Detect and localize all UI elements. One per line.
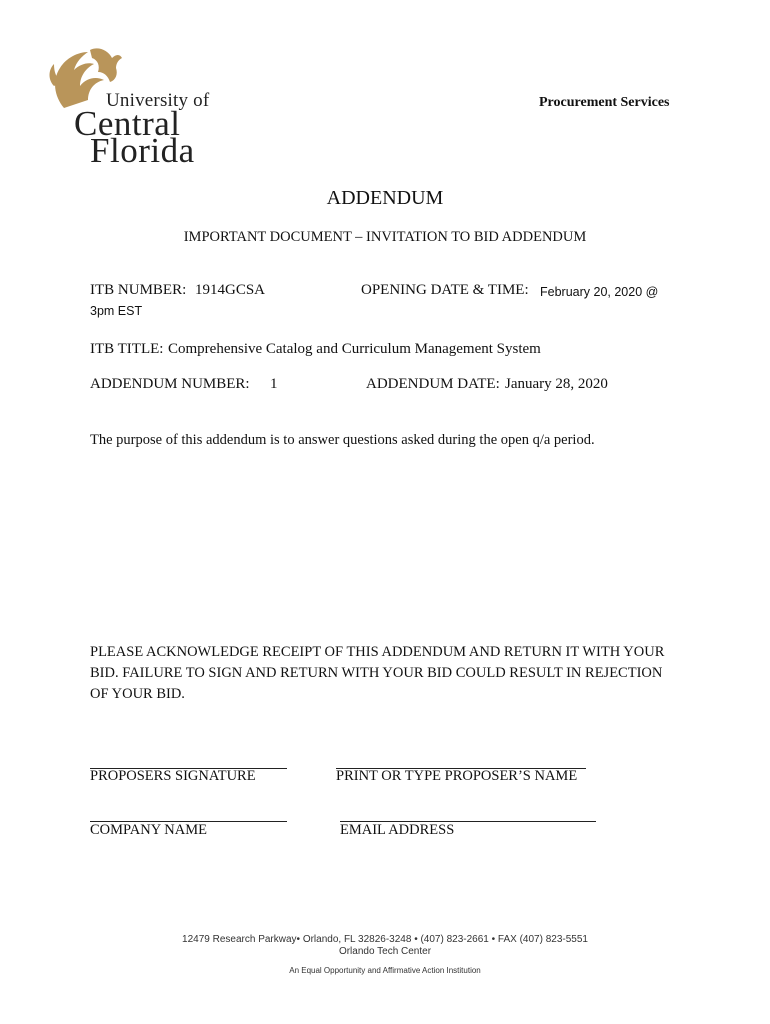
logo-line-university: University of [106, 90, 210, 111]
itb-title-value: Comprehensive Catalog and Curriculum Management System [168, 341, 541, 357]
acknowledge-text: PLEASE ACKNOWLEDGE RECEIPT OF THIS ADDENDUM AND RETURN IT WITH YOUR BID. FAILURE TO SIGN AND RETURN WITH YOUR BID COULD RESULT IN REJECTION OF YOUR BID. [90, 644, 665, 702]
proposer-signature-label: PROPOSERS SIGNATURE [90, 768, 256, 784]
company-name-label: COMPANY NAME [90, 822, 207, 838]
addendum-date-value: January 28, 2020 [505, 376, 608, 392]
itb-title-label: ITB TITLE: [90, 341, 164, 357]
opening-time-value: 3pm EST [90, 304, 143, 318]
opening-date-label: OPENING DATE & TIME: [361, 282, 529, 298]
itb-number-value: 1914GCSA [195, 282, 266, 298]
footer-eeo: An Equal Opportunity and Affirmative Action Institution [289, 966, 481, 975]
proposer-name-label: PRINT OR TYPE PROPOSER’S NAME [336, 768, 578, 784]
addendum-date-label: ADDENDUM DATE: [366, 376, 500, 392]
logo-line-florida: Florida [90, 131, 195, 170]
addendum-number-value: 1 [270, 376, 278, 392]
document-subtitle: IMPORTANT DOCUMENT – INVITATION TO BID ADDENDUM [183, 229, 587, 245]
document-title: ADDENDUM [326, 187, 444, 209]
department-name: Procurement Services [539, 95, 670, 110]
purpose-text: The purpose of this addendum is to answer questions asked during the open q/a period. [90, 432, 595, 448]
footer-address: 12479 Research Parkway• Orlando, FL 32826-3248 • (407) 823-2661 • FAX (407) 823-5551 [182, 934, 588, 945]
addendum-number-label: ADDENDUM NUMBER: [90, 376, 250, 392]
footer-center: Orlando Tech Center [338, 946, 432, 957]
email-address-label: EMAIL ADDRESS [340, 822, 455, 838]
logo-line-central: Central [74, 104, 181, 143]
itb-number-label: ITB NUMBER: [90, 282, 187, 298]
opening-date-value: February 20, 2020 @ [540, 285, 659, 299]
ucf-logo [46, 46, 236, 170]
